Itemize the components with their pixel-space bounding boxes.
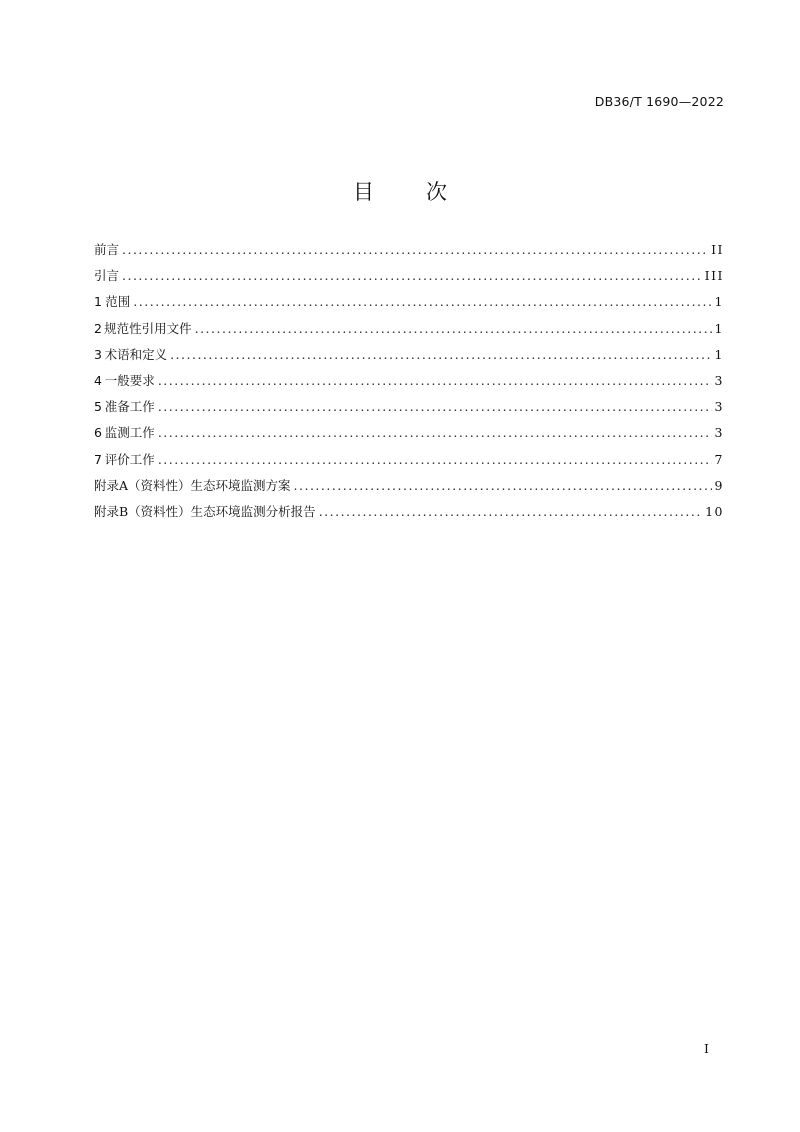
toc-entry-number: 6 xyxy=(94,425,102,441)
toc-entry-number: 1 xyxy=(94,294,102,310)
toc-leader-dots xyxy=(122,268,702,283)
toc-leader-dots xyxy=(133,294,711,309)
toc-entry-page: 1 xyxy=(714,320,724,336)
toc-entry-label: 准备工作 xyxy=(104,399,155,415)
toc-entry-label: 术语和定义 xyxy=(104,346,168,362)
toc-entry-number: 4 xyxy=(94,372,102,388)
toc-leader-dots xyxy=(158,452,712,467)
toc-entry-label: 范围 xyxy=(105,294,131,310)
toc-entry-label: 评价工作 xyxy=(104,451,155,467)
toc-entry-page: III xyxy=(704,268,724,284)
toc-title xyxy=(0,176,800,206)
toc-entry-page: 1 xyxy=(714,346,724,362)
toc-entry-page: 3 xyxy=(714,425,724,441)
toc-entry-evaluation[interactable] xyxy=(94,450,724,476)
toc-entry-page: 9 xyxy=(714,477,724,493)
toc-leader-dots xyxy=(319,504,702,519)
toc-entry-label: 附录A（资料性）生态环境监测方案 xyxy=(94,477,291,493)
toc-entry-page: 3 xyxy=(714,399,724,415)
toc-entry-page: II xyxy=(711,242,724,257)
toc-leader-dots xyxy=(195,321,712,336)
toc-entry-number: 2 xyxy=(94,320,102,336)
toc-leader-dots xyxy=(158,425,712,440)
toc-entry-label: 前言 xyxy=(94,242,120,257)
toc-leader-dots xyxy=(294,478,712,493)
toc-entry-monitoring[interactable] xyxy=(94,423,724,449)
document-code: DB36/T 1690—2022 xyxy=(594,94,724,109)
toc-entry-label: 附录B（资料性）生态环境监测分析报告 xyxy=(94,503,316,519)
toc-entry-label: 规范性引用文件 xyxy=(104,320,192,336)
toc-title-char-1: 目 xyxy=(353,180,374,204)
page-number: I xyxy=(704,1041,709,1056)
toc-entry-label: 一般要求 xyxy=(104,372,155,388)
toc-entry-number: 7 xyxy=(94,451,102,467)
toc-entry-label: 引言 xyxy=(94,268,120,284)
toc-entry-introduction[interactable] xyxy=(94,266,724,292)
toc-entry-appendix-b[interactable] xyxy=(94,502,724,528)
toc-entry-normative-references[interactable] xyxy=(94,319,724,345)
toc-entry-page: 10 xyxy=(705,503,724,519)
toc-entry-foreword[interactable] xyxy=(94,240,724,266)
toc-entry-scope[interactable] xyxy=(94,292,724,318)
toc-entry-page: 3 xyxy=(714,372,724,388)
toc-entry-page: 7 xyxy=(714,451,724,467)
toc-list xyxy=(94,240,724,528)
toc-title-char-2: 次 xyxy=(426,180,447,204)
toc-leader-dots xyxy=(158,373,712,388)
toc-entry-preparation[interactable] xyxy=(94,397,724,423)
toc-leader-dots xyxy=(170,347,711,362)
toc-entry-general-requirements[interactable] xyxy=(94,371,724,397)
toc-entry-appendix-a[interactable] xyxy=(94,476,724,502)
toc-entry-number: 3 xyxy=(94,346,102,362)
toc-entry-terms-definitions[interactable] xyxy=(94,345,724,371)
toc-leader-dots xyxy=(158,399,712,414)
toc-entry-number: 5 xyxy=(94,399,102,415)
toc-leader-dots xyxy=(122,242,708,257)
toc-entry-page: 1 xyxy=(714,294,724,310)
toc-entry-label: 监测工作 xyxy=(104,425,155,441)
